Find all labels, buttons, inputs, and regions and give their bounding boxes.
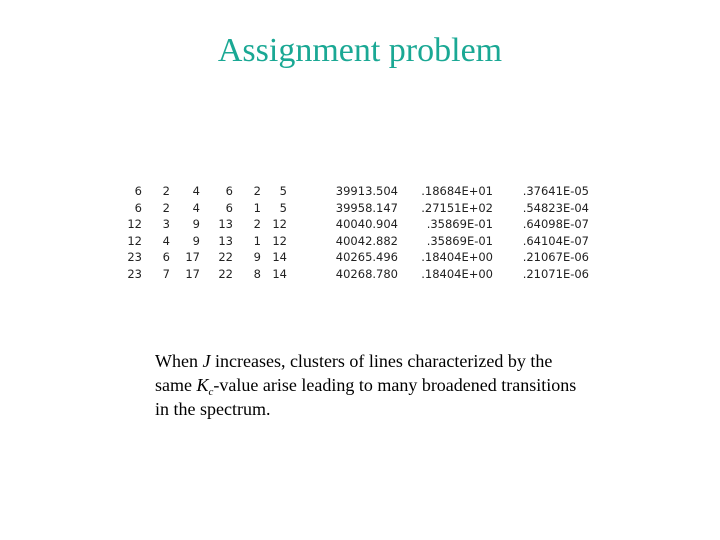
table-cell: 9 — [192, 217, 200, 231]
table-cell: 2 — [162, 200, 170, 215]
table-cell: 4 — [192, 184, 200, 198]
table-cell: 2 — [253, 217, 261, 231]
table-cell: 40265.496 — [335, 250, 398, 264]
table-cell: .64098E-07 — [522, 217, 589, 231]
table-cell: 22 — [218, 266, 233, 281]
table-cell: 1 — [253, 233, 261, 248]
table-cell: 9 — [253, 250, 261, 264]
table-cell: 6 — [162, 250, 170, 264]
table-cell: 6 — [225, 200, 233, 215]
table-cell: 6 — [134, 184, 142, 198]
table-cell: .18684E+01 — [421, 184, 493, 198]
table-row — [118, 249, 589, 266]
table-cell: 40040.904 — [335, 217, 398, 231]
caption-part-3: -value arise leading to many broadened transitions in the spectrum. — [155, 375, 577, 419]
table-body — [118, 183, 589, 282]
assignment-table — [118, 183, 589, 282]
table-cell: 6 — [225, 184, 233, 198]
table-row — [118, 200, 589, 217]
table-cell: 12 — [272, 217, 287, 231]
caption-part-1: When — [155, 351, 203, 371]
table-cell: 8 — [253, 266, 261, 281]
table-cell: 12 — [272, 233, 287, 248]
table-cell: 4 — [162, 233, 170, 248]
table-cell: 7 — [162, 266, 170, 281]
table-cell: .21071E-06 — [522, 266, 589, 281]
table-row — [118, 266, 589, 283]
table-cell: 40042.882 — [335, 233, 398, 248]
table-cell: 12 — [127, 217, 142, 231]
table-cell: .35869E-01 — [426, 217, 493, 231]
table-cell: 17 — [185, 266, 200, 281]
caption-text — [155, 349, 585, 421]
table-row — [118, 183, 589, 200]
table-cell: 2 — [253, 184, 261, 198]
caption-k-subscript: c — [208, 386, 214, 398]
table-cell: 39958.147 — [335, 200, 398, 215]
table-cell: 2 — [162, 184, 170, 198]
table-cell: 1 — [253, 200, 261, 215]
table-cell: .64104E-07 — [522, 233, 589, 248]
table-cell: 39913.504 — [335, 184, 398, 198]
table-cell: 6 — [134, 200, 142, 215]
table-cell: .18404E+00 — [421, 250, 493, 264]
caption-j-symbol: J — [202, 351, 211, 371]
table-cell: .21067E-06 — [522, 250, 589, 264]
table-cell: .18404E+00 — [421, 266, 493, 281]
table-cell: .27151E+02 — [421, 200, 493, 215]
table-cell: 40268.780 — [335, 266, 398, 281]
table-cell: 5 — [279, 184, 287, 198]
table-cell: 22 — [218, 250, 233, 264]
caption-k-symbol: K — [196, 375, 209, 395]
table-cell: 14 — [272, 266, 287, 281]
table-cell: 13 — [218, 233, 233, 248]
table-cell: 14 — [272, 250, 287, 264]
table-cell: 4 — [192, 200, 200, 215]
slide-title: Assignment problem — [217, 32, 503, 69]
table-cell: 17 — [185, 250, 200, 264]
table-cell: .37641E-05 — [522, 184, 589, 198]
table-row — [118, 233, 589, 250]
table-cell: 12 — [127, 233, 142, 248]
table-cell: 23 — [127, 266, 142, 281]
table-cell: .35869E-01 — [426, 233, 493, 248]
table-cell: 13 — [218, 217, 233, 231]
caption-part-2: increases, clusters of lines characterized by the same — [155, 351, 553, 395]
table-cell: 9 — [192, 233, 200, 248]
table-cell: 5 — [279, 200, 287, 215]
table-row — [118, 216, 589, 233]
table-cell: 3 — [162, 217, 170, 231]
table-cell: 23 — [127, 250, 142, 264]
table-cell: .54823E-04 — [522, 200, 589, 215]
